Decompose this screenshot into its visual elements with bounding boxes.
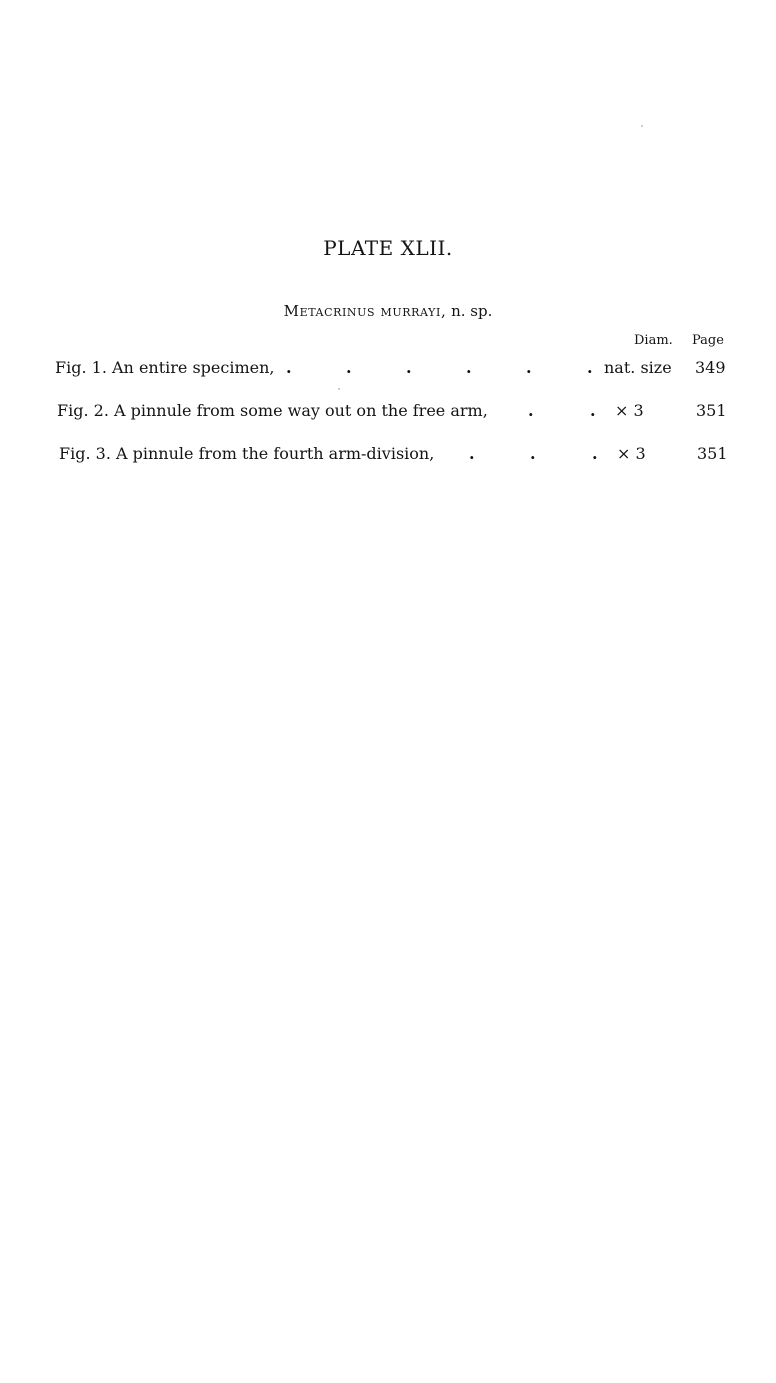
species-name: Metacrinus murrayi, [283,302,447,320]
column-header-diam: Diam. [634,333,673,348]
leader-dot: . [286,358,292,377]
figure-diam: × 3 [615,401,644,420]
figure-number: Fig. 1. [55,358,107,377]
figure-description: An entire specimen, [112,358,275,377]
leader-dot: . [587,358,593,377]
figure-row-2 [0,401,776,423]
leader-dot: . [466,358,472,377]
figure-row-1 [0,358,776,380]
species-heading [0,302,776,320]
figure-description: A pinnule from the fourth arm-division, [116,444,435,463]
leader-dot: . [406,358,412,377]
leader-dot: . [528,401,534,420]
figure-description: A pinnule from some way out on the free arm, [114,401,488,420]
figure-page: 351 [697,444,728,463]
leader-dot: . [346,358,352,377]
leader-dot: . [590,401,596,420]
column-header-page: Page [692,333,724,348]
print-speck [338,388,340,390]
plate-title: PLATE XLII. [323,236,453,260]
figure-page: 349 [695,358,726,377]
figure-row-3 [0,444,776,466]
figure-page: 351 [696,401,727,420]
species-suffix: n. sp. [446,302,493,320]
leader-dot: . [592,444,598,463]
figure-number: Fig. 2. [57,401,109,420]
leader-dot: . [526,358,532,377]
print-speck [641,125,643,127]
leader-dot: . [469,444,475,463]
leader-dot: . [530,444,536,463]
figure-diam: nat. size [604,358,672,377]
figure-diam: × 3 [617,444,646,463]
figure-number: Fig. 3. [59,444,111,463]
